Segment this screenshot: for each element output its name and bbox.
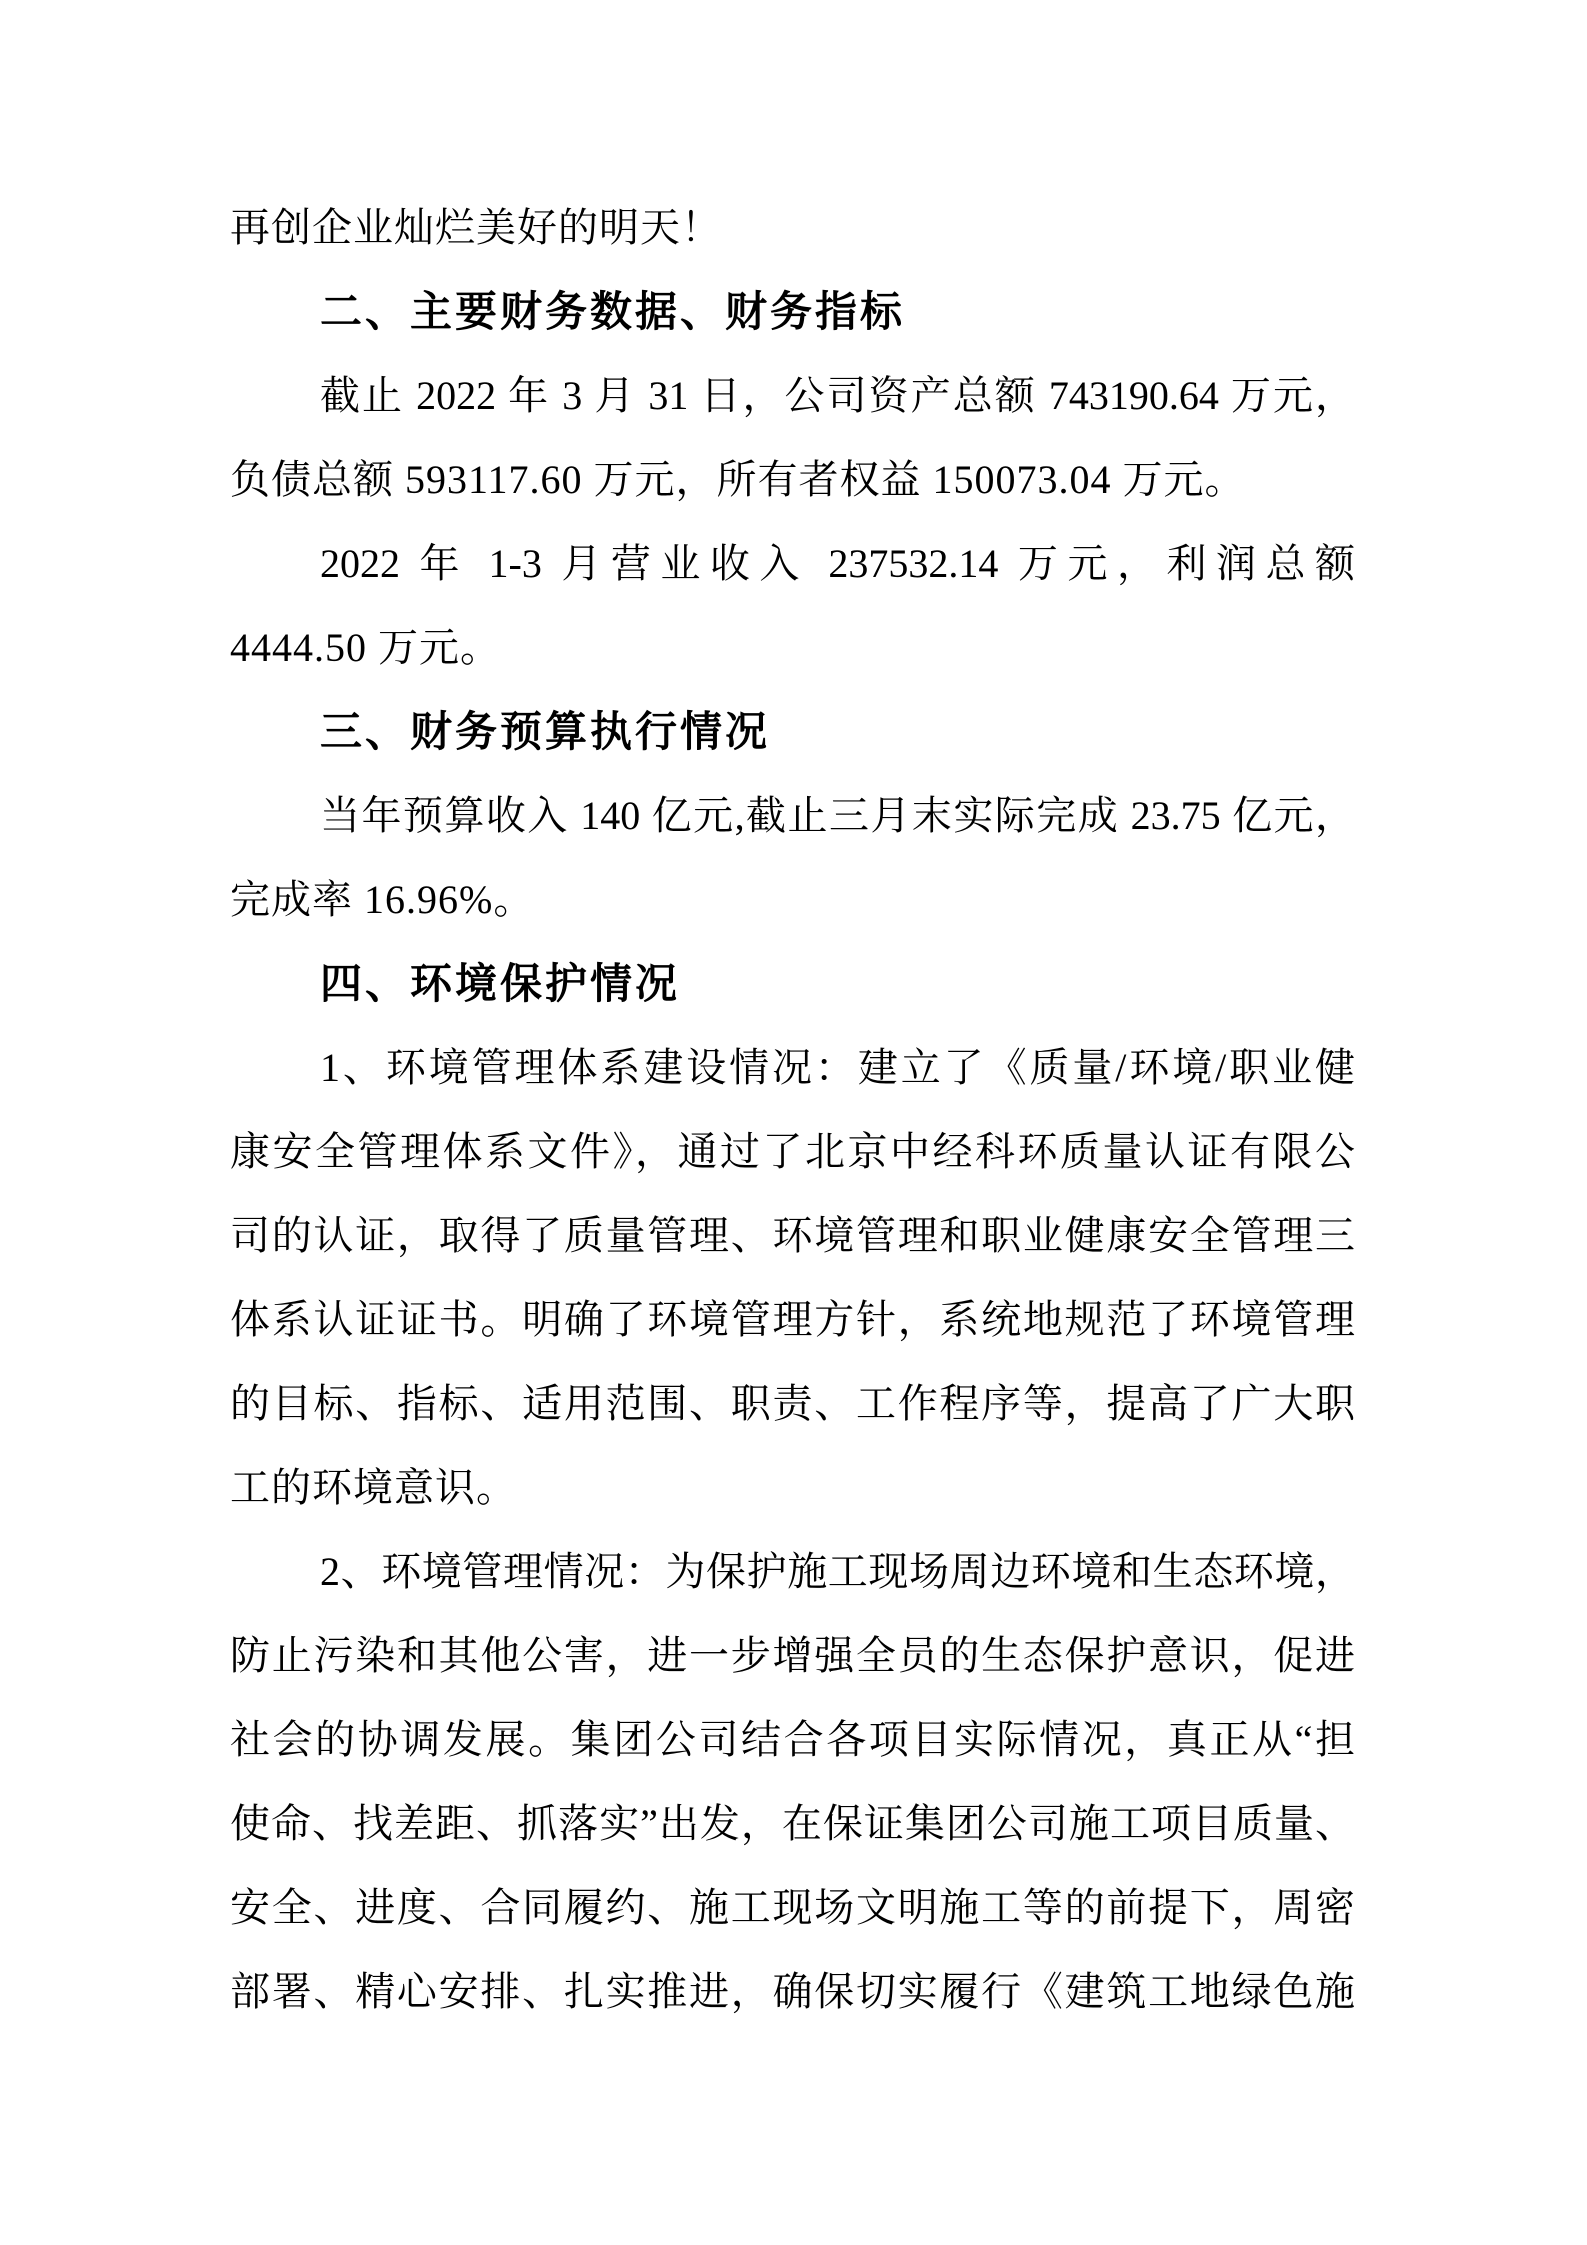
text-line: 体系认证证书。明确了环境管理方针，系统地规范了环境管理	[230, 1297, 1355, 1342]
text-line: 4444.50 万元。	[230, 625, 501, 670]
text-line: 2022 年 1-3 月营业收入 237532.14 万元，利润总额	[320, 541, 1355, 586]
text-line: 完成率 16.96%。	[230, 877, 535, 922]
section-heading: 三、财务预算执行情况	[320, 708, 771, 755]
text-line: 康安全管理体系文件》，通过了北京中经科环质量认证有限公	[230, 1129, 1355, 1174]
text-line: 负债总额 593117.60 万元，所有者权益 150073.04 万元。	[230, 457, 1246, 502]
text-line: 工的环境意识。	[230, 1465, 517, 1510]
text-line: 1、环境管理体系建设情况：建立了《质量/环境/职业健	[320, 1045, 1355, 1090]
document-body	[230, 186, 1355, 2034]
text-line: 使命、找差距、抓落实”出发，在保证集团公司施工项目质量、	[230, 1801, 1355, 1846]
text-line: 社会的协调发展。集团公司结合各项目实际情况，真正从“担	[230, 1717, 1355, 1762]
text-line: 司的认证，取得了质量管理、环境管理和职业健康安全管理三	[230, 1213, 1355, 1258]
text-line: 的目标、指标、适用范围、职责、工作程序等，提高了广大职	[230, 1381, 1355, 1426]
text-line: 防止污染和其他公害，进一步增强全员的生态保护意识，促进	[230, 1633, 1355, 1678]
text-line: 部署、精心安排、扎实推进，确保切实履行《建筑工地绿色施	[230, 1969, 1355, 2014]
text-line: 截止 2022 年 3 月 31 日，公司资产总额 743190.64 万元，	[320, 373, 1355, 418]
text-line: 2、环境管理情况：为保护施工现场周边环境和生态环境，	[320, 1549, 1355, 1594]
text-line: 当年预算收入 140 亿元,截止三月末实际完成 23.75 亿元，	[320, 793, 1355, 838]
text-line: 安全、进度、合同履约、施工现场文明施工等的前提下，周密	[230, 1885, 1355, 1930]
section-heading: 二、主要财务数据、财务指标	[320, 288, 906, 335]
section-heading: 四、环境保护情况	[320, 960, 681, 1007]
text-line: 再创企业灿烂美好的明天！	[230, 205, 722, 250]
